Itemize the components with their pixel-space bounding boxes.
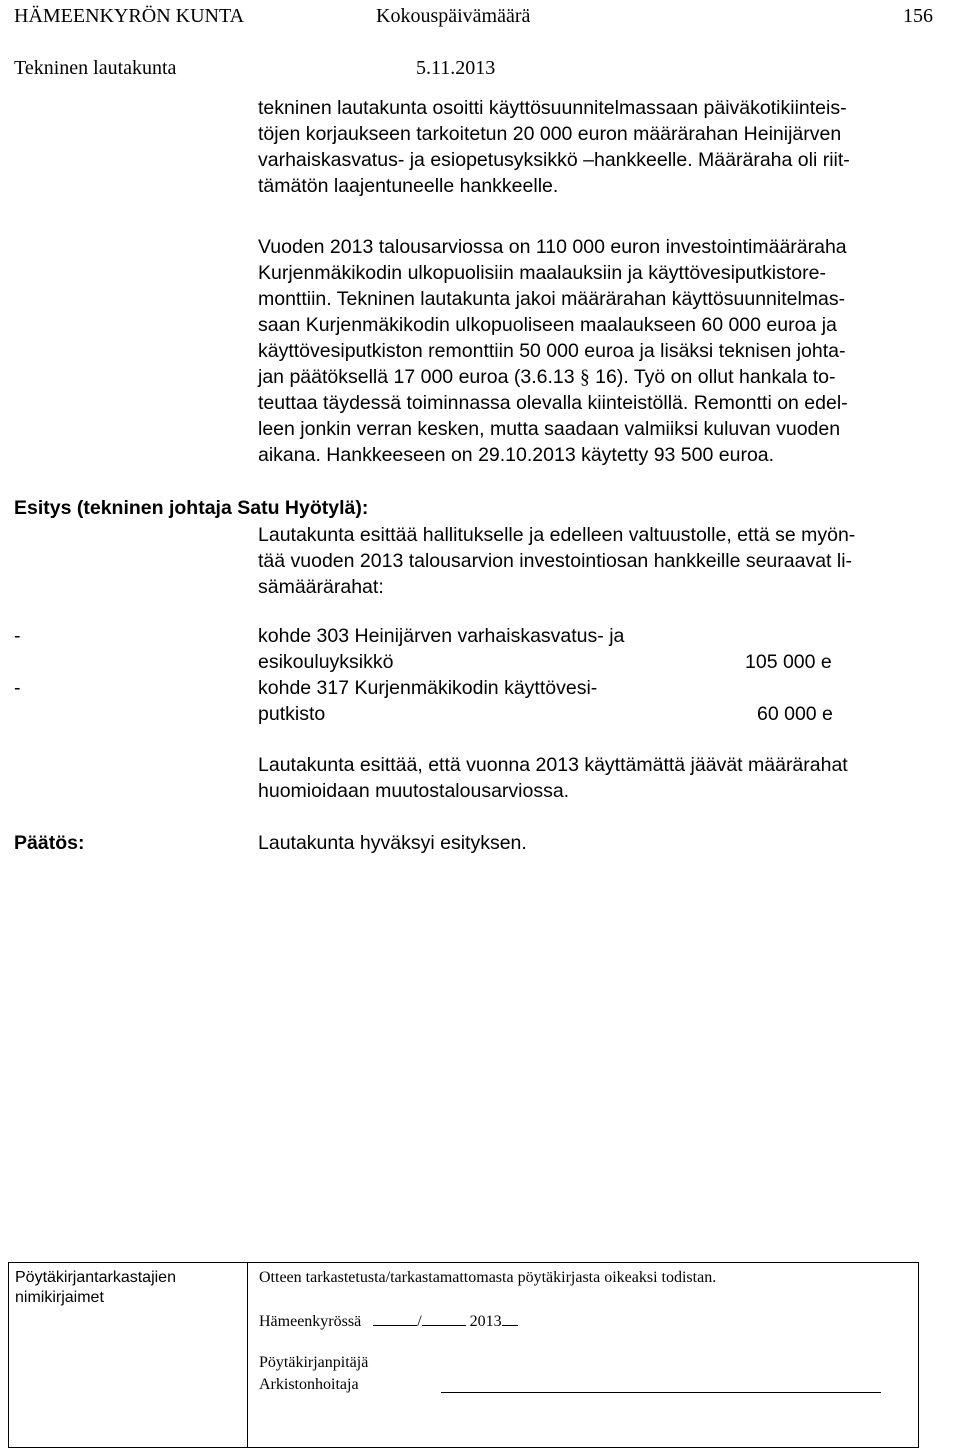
proposal-line: Lautakunta esittää hallitukselle ja edelleen valtuustolle, että se myön- (258, 524, 856, 546)
list-item-title-cont: putkisto (258, 703, 326, 725)
paragraph-line-with-reference (258, 364, 835, 391)
paragraph-2 (258, 234, 948, 474)
list-item-title: kohde 303 Heinijärven varhaiskasvatus- ja (258, 625, 625, 647)
proposal-text (258, 522, 948, 602)
paragraph-line: monttiin. Tekninen lautakunta jakoi määrärahan käyttösuunnitelmas- (258, 288, 846, 310)
paragraph-line: aikana. Hankkeeseen on 29.10.2013 käytetty 93 500 euroa. (258, 444, 775, 466)
proposal-heading: Esitys (tekninen johtaja Satu Hyötylä): (14, 497, 369, 519)
list-dash: - (14, 677, 21, 699)
section-sign: § (580, 367, 590, 388)
footer-certification: Otteen tarkastetusta/tarkastamattomasta pöytäkirjasta oikeaksi todistan. (259, 1269, 717, 1286)
paragraph-line: tämätön laajentuneelle hankkeelle. (258, 175, 559, 197)
paragraph-line: saan Kurjenmäkikodin ulkopuoliseen maalaukseen 60 000 euroa ja (258, 314, 837, 336)
decision-label: Päätös: (14, 832, 85, 854)
footer-place-date (259, 1309, 518, 1332)
proposal-closing (258, 752, 948, 808)
paragraph-line: varhaiskasvatus- ja esiopetusyksikkö –hankkeelle. Määräraha oli riit- (258, 149, 850, 171)
page-number: 156 (903, 5, 933, 27)
decision-text: Lautakunta hyväksyi esityksen. (258, 832, 527, 854)
paragraph-line: leen jonkin verran kesken, mutta saadaan valmiiksi kuluvan vuoden (258, 418, 841, 440)
footer-archivist: Arkistonhoitaja (259, 1376, 359, 1393)
list-item-amount: 60 000 e (757, 703, 833, 725)
day-blank[interactable] (373, 1309, 417, 1326)
footer-place: Hämeenkyrössä (259, 1313, 362, 1330)
footer-initials-label: nimikirjaimet (15, 1289, 104, 1306)
date-slash: / (417, 1313, 422, 1330)
proposal-line: tää vuoden 2013 talousarvion investointiosan hankkeille seuraavat li- (258, 550, 853, 572)
year-blank[interactable] (502, 1309, 518, 1326)
list-item-title: kohde 317 Kurjenmäkikodin käyttövesi- (258, 677, 598, 699)
proposal-closing-line: Lautakunta esittää, että vuonna 2013 käyttämättä jäävät määrärahat (258, 754, 848, 776)
meeting-date: 5.11.2013 (416, 57, 496, 79)
footer-year: 2013 (469, 1313, 502, 1330)
document-type: Kokouspäivämäärä (376, 5, 531, 27)
proposal-line: sämäärärahat: (258, 576, 384, 598)
footer-divider (247, 1263, 248, 1447)
footer-inspectors-label: Pöytäkirjantarkastajien (15, 1269, 176, 1286)
paragraph-line: tekninen lautakunta osoitti käyttösuunnitelmassaan päiväkotikiinteis- (258, 97, 847, 119)
paragraph-line: töjen korjaukseen tarkoitetun 20 000 euron määrärahan Heinijärven (258, 123, 842, 145)
reference-after: 16). Työ on ollut hankala to- (589, 366, 836, 388)
paragraph-line: käyttövesiputkiston remonttiin 50 000 euroa ja lisäksi teknisen johta- (258, 340, 846, 362)
paragraph-line: teuttaa täydessä toiminnassa olevalla kiinteistöllä. Remontti on edel- (258, 392, 848, 414)
proposal-closing-line: huomioidaan muutostalousarviossa. (258, 780, 570, 802)
signature-line[interactable] (441, 1392, 881, 1393)
paragraph-line: Kurjenmäkikodin ulkopuolisiin maalauksiin ja käyttövesiputkistore- (258, 262, 826, 284)
paragraph-line: Vuoden 2013 talousarviossa on 110 000 euron investointimääräraha (258, 236, 847, 258)
municipality-name: HÄMEENKYRÖN KUNTA (14, 5, 245, 27)
month-blank[interactable] (422, 1309, 466, 1326)
list-dash: - (14, 625, 21, 647)
list-item-amount: 105 000 e (745, 651, 832, 673)
footer-box (8, 1262, 919, 1448)
list-item-title-cont: esikouluyksikkö (258, 651, 394, 673)
paragraph-1 (258, 95, 948, 205)
reference-before: jan päätöksellä 17 000 euroa (3.6.13 (258, 366, 580, 388)
footer-secretary: Pöytäkirjanpitäjä (259, 1354, 369, 1371)
committee-name: Tekninen lautakunta (14, 57, 177, 79)
